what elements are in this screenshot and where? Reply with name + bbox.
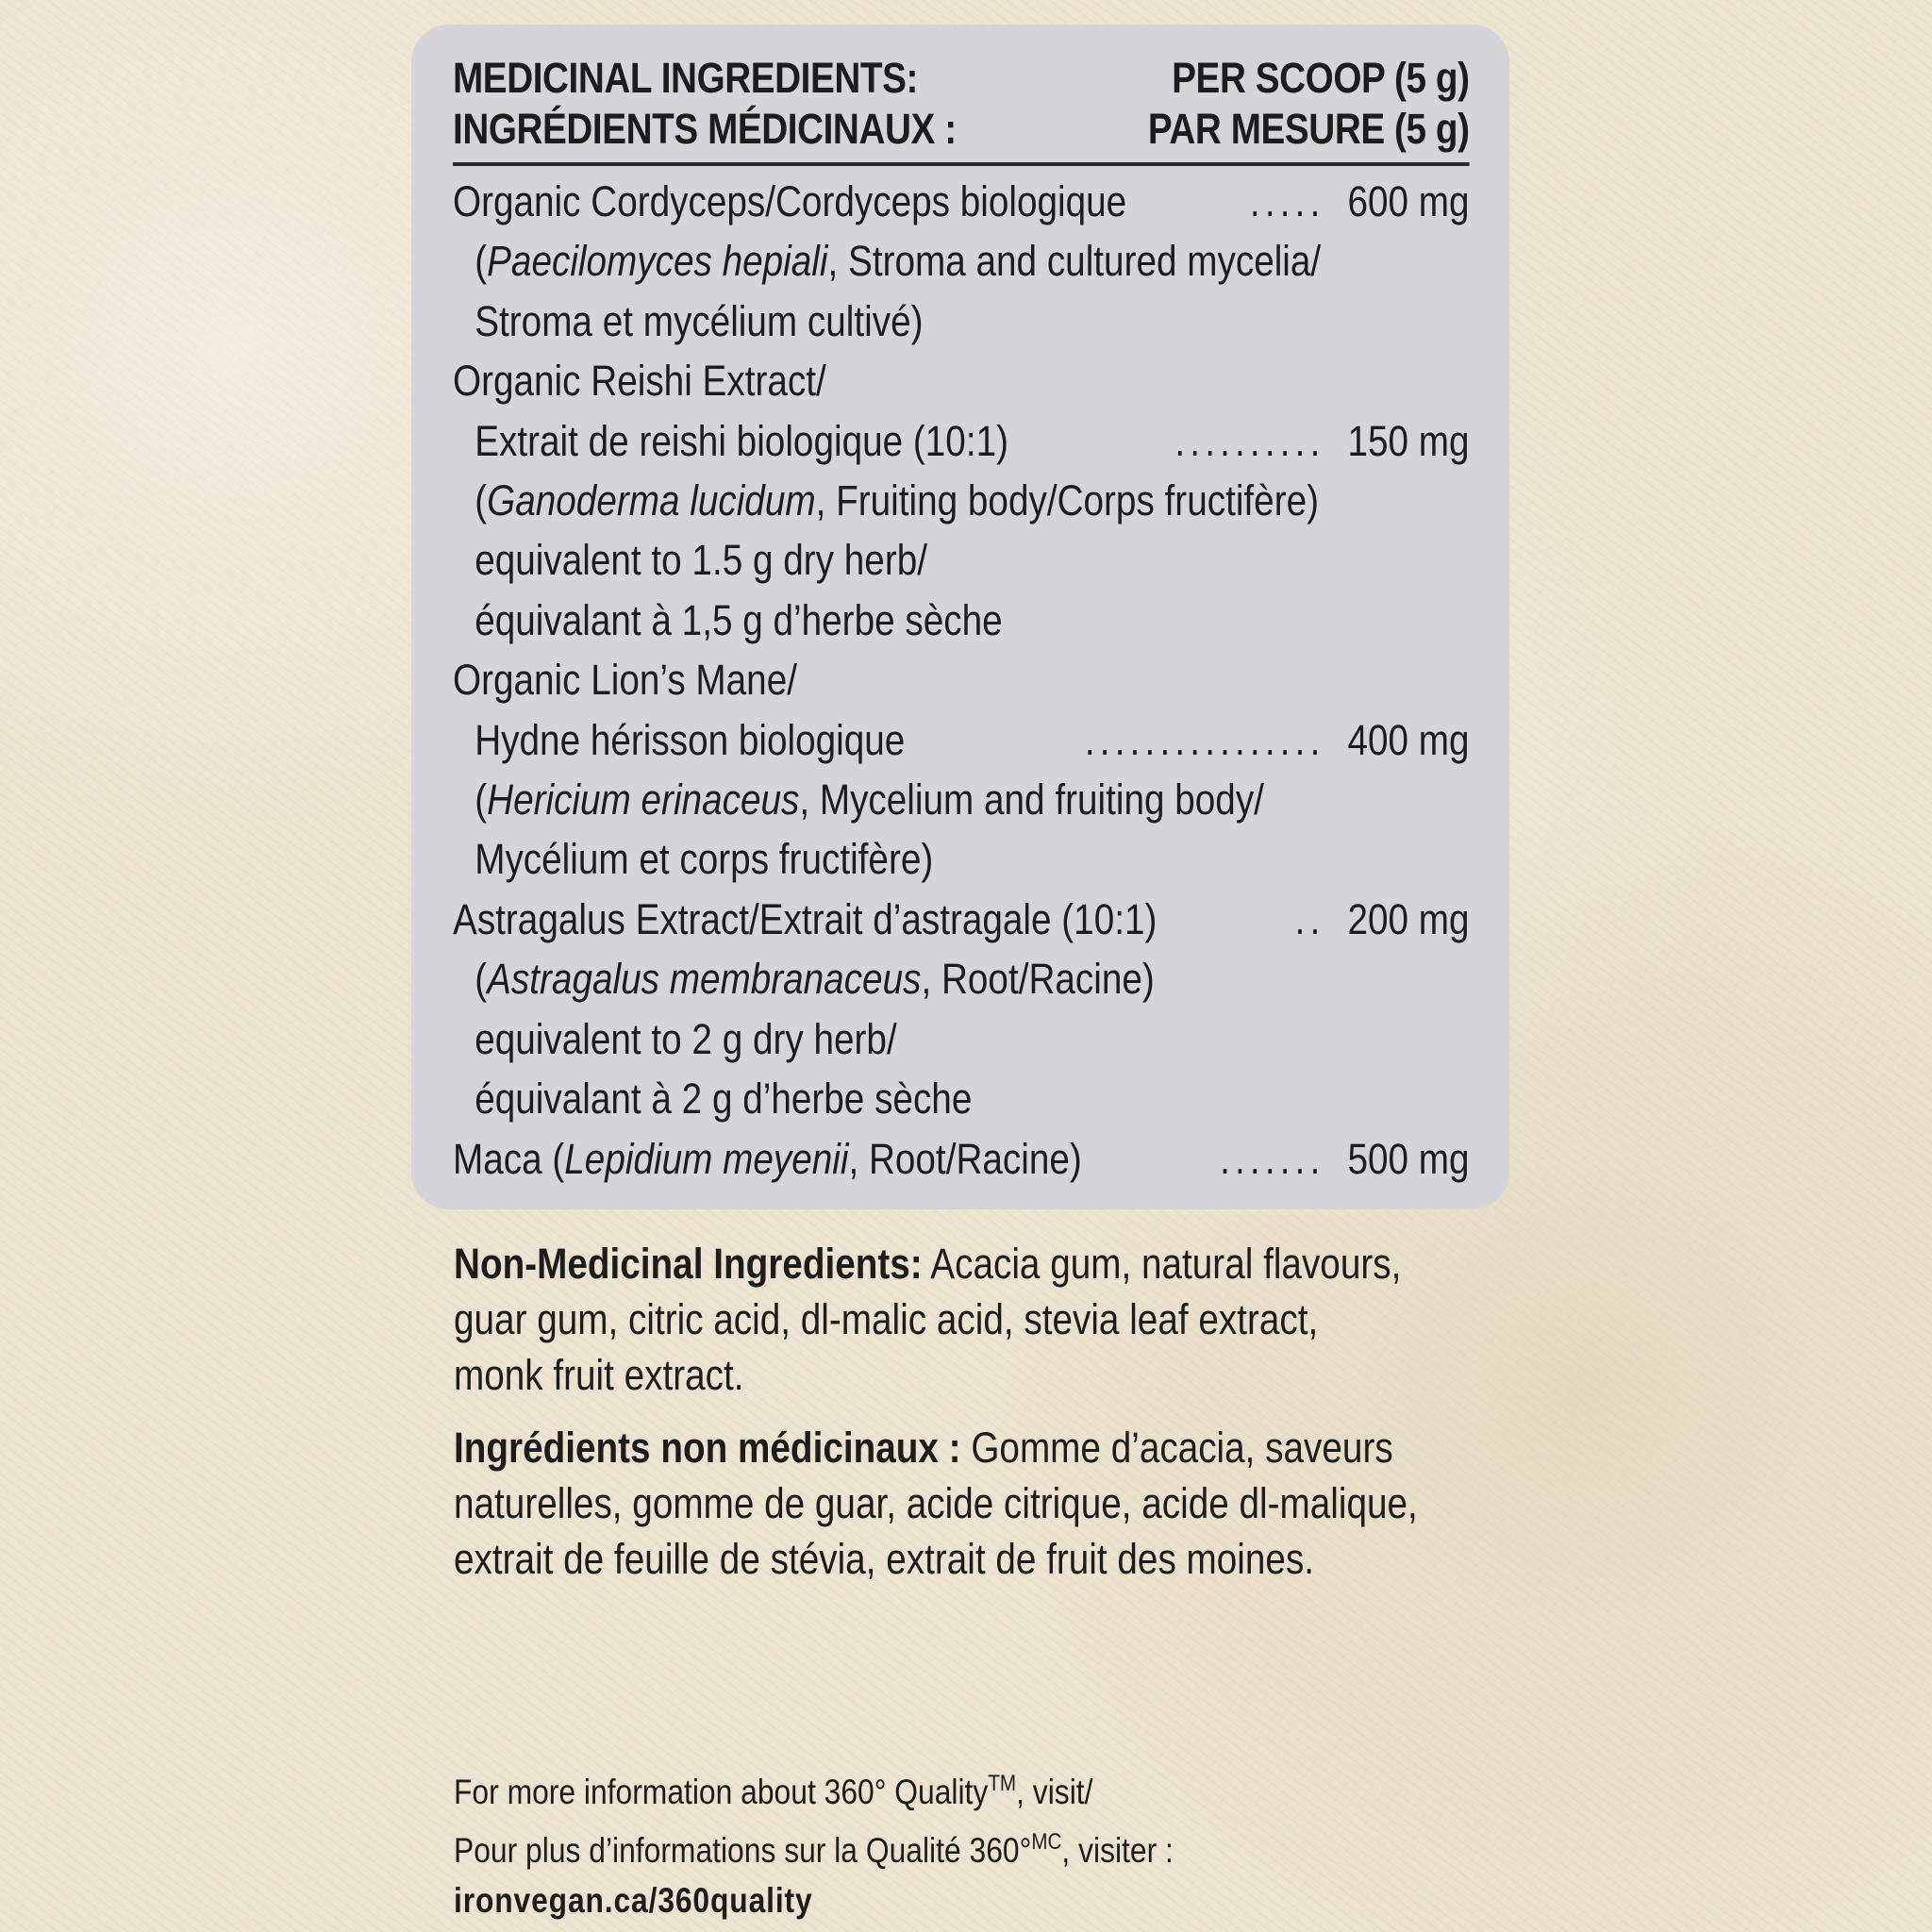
header-ingredients-column [453, 53, 957, 155]
table-header [453, 53, 1470, 166]
nmi-en-line-2: guar gum, citric acid, dl-malic acid, stevia leaf extract, [454, 1295, 1319, 1343]
species-name: Paecilomyces hepiali [487, 237, 828, 286]
leader-dots: .. [1294, 894, 1325, 943]
leader-dots: ..... [1249, 177, 1325, 225]
ingredient-amount: 400 mg [1347, 715, 1470, 764]
ingredient-name-en: Organic Reishi Extract/ [453, 357, 826, 406]
nmi-fr-line-1 [454, 1420, 1427, 1475]
non-medicinal-ingredients-fr [454, 1420, 1427, 1587]
leader-dots: .......... [1174, 416, 1325, 465]
equivalent-en: equivalent to 2 g dry herb/ [475, 1014, 897, 1063]
medicinal-ingredients-table [453, 53, 1470, 1189]
ingredient-name: Astragalus Extract/Extrait d’astragale (10:1) [453, 894, 1158, 943]
non-medicinal-ingredients-en [454, 1236, 1427, 1403]
nmi-fr-text-1: Gomme d’acacia, saveurs [960, 1424, 1393, 1472]
trademark-mark-fr: MC [1031, 1829, 1062, 1855]
footer-text-fr: Pour plus d’informations sur la Qualité 360° [454, 1831, 1032, 1870]
ingredient-source-fr: Mycélium et corps fructifère) [475, 835, 934, 884]
leader-dots: ....... [1220, 1134, 1325, 1183]
species-name: Astragalus membranaceus [487, 955, 922, 1004]
equivalent-en: equivalent to 1.5 g dry herb/ [475, 536, 927, 585]
nmi-fr-line-3: extrait de feuille de stévia, extrait de fruit des moines. [454, 1535, 1315, 1583]
source-detail: , Root/Racine) [921, 955, 1155, 1004]
nmi-en-line-1 [454, 1236, 1427, 1291]
ingredient-source: (Hericium erinaceus, Mycelium and fruiting body/ [475, 775, 1264, 824]
species-name: Hericium erinaceus [487, 775, 800, 824]
equivalent-fr: équivalant à 1,5 g d’herbe sèche [475, 595, 1003, 644]
quality-info-footer [454, 1758, 1427, 1925]
maca-name-start: Maca ( [453, 1134, 565, 1183]
footer-text-en-end: , visit/ [1016, 1773, 1093, 1811]
header-ingredients-fr: INGRÉDIENTS MÉDICINAUX : [453, 105, 957, 153]
nmi-fr-heading: Ingrédients non médicinaux : [454, 1424, 961, 1472]
header-ingredients-en: MEDICINAL INGREDIENTS: [453, 54, 918, 102]
nmi-en-heading: Non-Medicinal Ingredients: [454, 1240, 923, 1288]
ingredient-row-maca [453, 1129, 1470, 1189]
trademark-mark: TM [988, 1771, 1017, 1796]
ingredient-row-astragalus [453, 890, 1470, 949]
ingredient-row-lions-mane [453, 710, 1470, 770]
ingredient-name-en: Organic Lion’s Mane/ [453, 656, 797, 705]
ingredient-row-cordyceps [453, 172, 1470, 231]
species-name: Lepidium meyenii [564, 1134, 849, 1183]
ingredient-source: (Astragalus membranaceus, Root/Racine) [475, 955, 1155, 1004]
nmi-en-line-3: monk fruit extract. [454, 1351, 744, 1399]
header-per-scoop: PER SCOOP (5 g) [1172, 54, 1470, 102]
leader-dots: ................ [1084, 715, 1325, 764]
equivalent-fr: équivalant à 2 g d’herbe sèche [475, 1074, 973, 1124]
ingredient-amount: 200 mg [1347, 894, 1470, 943]
ingredient-name-fr: Extrait de reishi biologique (10:1) [475, 416, 1008, 465]
ingredient-source-fr: Stroma et mycélium cultivé) [475, 296, 924, 345]
maca-name-end: , Root/Racine) [848, 1134, 1082, 1183]
ingredient-rows [453, 172, 1470, 1189]
ingredient-amount: 150 mg [1347, 416, 1470, 465]
footer-line-fr [454, 1817, 1427, 1875]
source-detail: , Stroma and cultured mycelia/ [827, 237, 1322, 286]
species-name: Ganoderma lucidum [487, 476, 816, 525]
header-amount-column [1148, 53, 1470, 155]
ingredient-source: (Paecilomyces hepiali, Stroma and cultured mycelia/ [475, 237, 1322, 286]
source-detail: , Fruiting body/Corps fructifère) [815, 476, 1319, 525]
nmi-fr-line-2: naturelles, gomme de guar, acide citrique, acide dl-malique, [454, 1479, 1418, 1527]
ingredient-name-fr: Hydne hérisson biologique [475, 715, 906, 764]
nmi-en-text-1: Acacia gum, natural flavours, [922, 1240, 1402, 1288]
ingredient-name [453, 1129, 1082, 1189]
source-detail: , Mycelium and fruiting body/ [799, 775, 1264, 824]
quality-url-link[interactable]: ironvegan.ca/360quality [454, 1881, 813, 1920]
ingredient-name: Organic Cordyceps/Cordyceps biologique [453, 177, 1127, 225]
footer-text-en: For more information about 360° Quality [454, 1773, 989, 1811]
ingredient-source: (Ganoderma lucidum, Fruiting body/Corps fructifère) [475, 476, 1319, 525]
ingredient-row-reishi [453, 411, 1470, 471]
ingredient-amount: 600 mg [1347, 177, 1470, 225]
ingredient-amount: 500 mg [1347, 1134, 1470, 1183]
footer-text-fr-end: , visiter : [1061, 1831, 1174, 1870]
footer-line-en [454, 1758, 1427, 1817]
header-par-mesure: PAR MESURE (5 g) [1147, 105, 1470, 153]
